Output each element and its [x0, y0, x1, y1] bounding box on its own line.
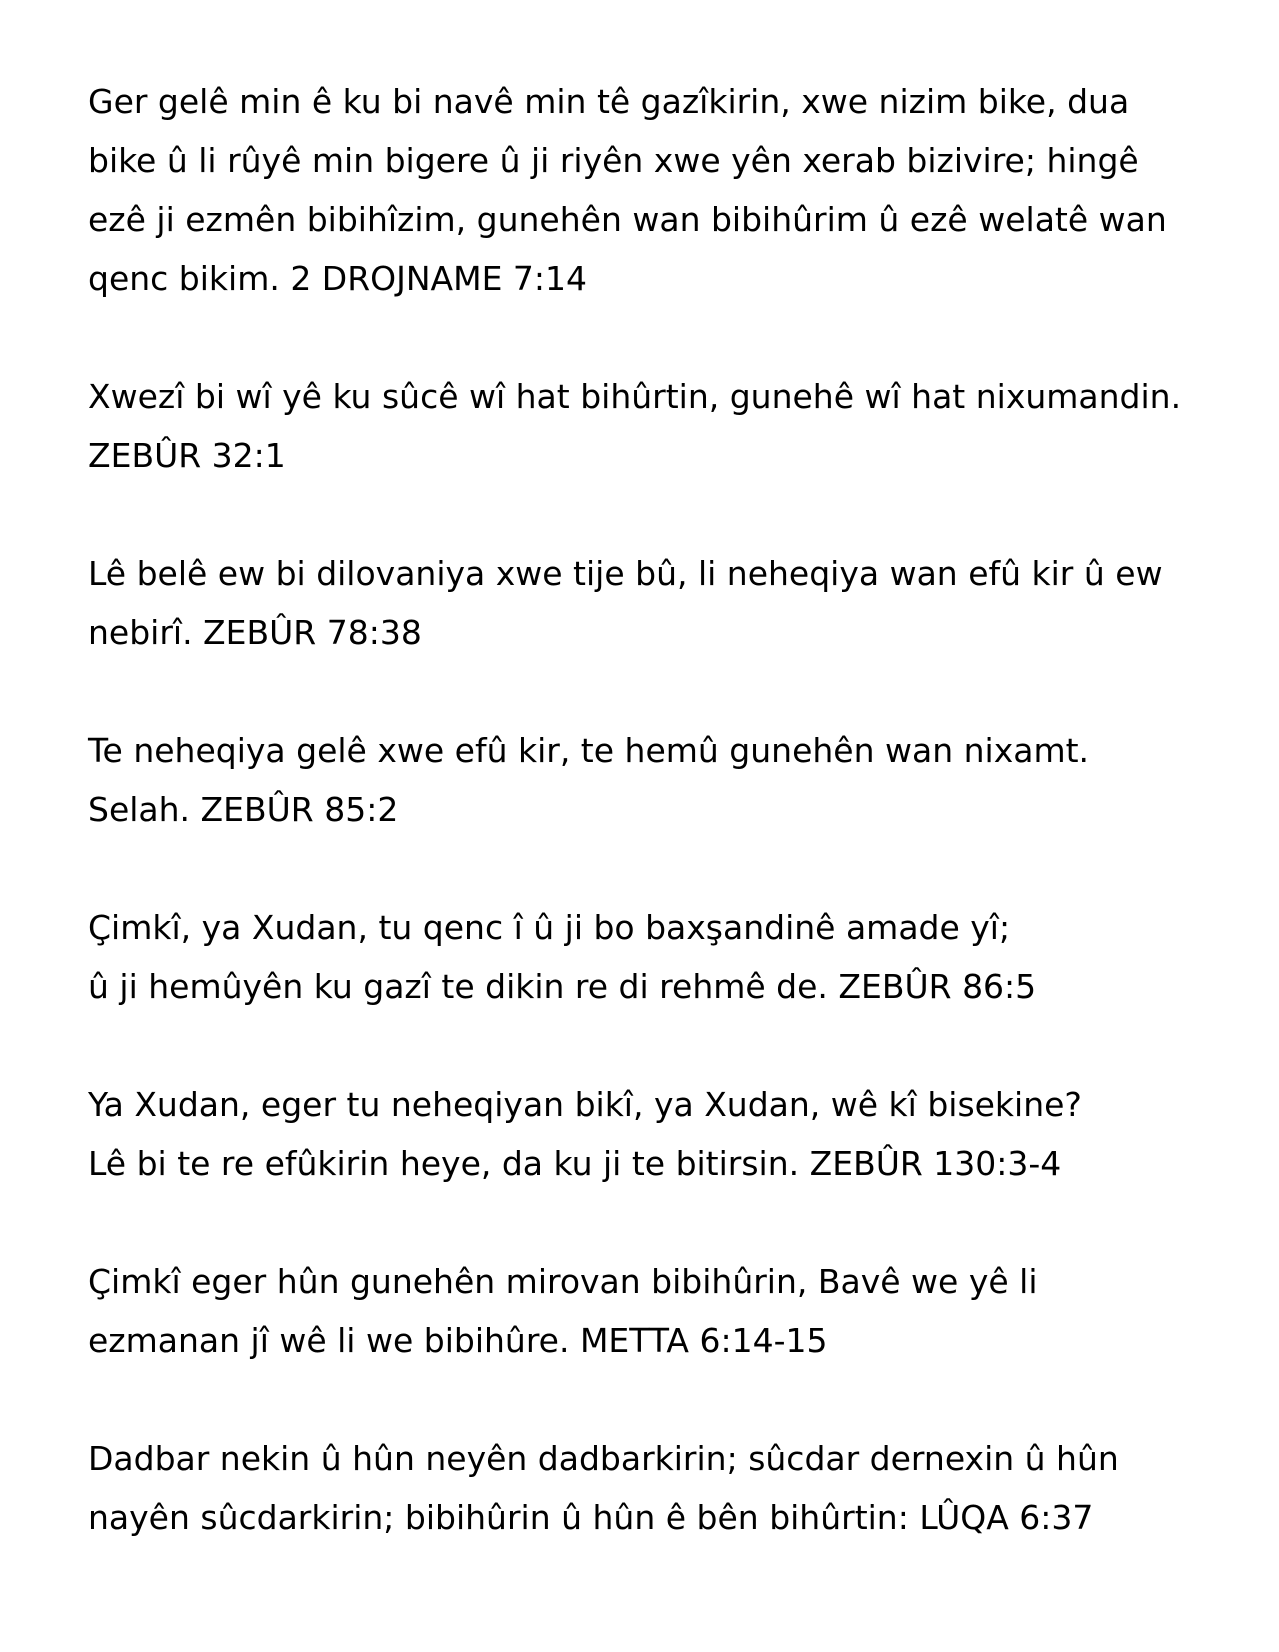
verse-paragraph	[88, 898, 1228, 1016]
verse-line: ezmanan jî wê li we bibihûre. METTA 6:14-15	[88, 1321, 828, 1360]
verse-line: û ji hemûyên ku gazî te dikin re di rehmê de. ZEBÛR 86:5	[88, 967, 1037, 1006]
verse-paragraph	[88, 1429, 1228, 1547]
verse-line: Selah. ZEBÛR 85:2	[88, 790, 399, 829]
verse-line: Çimkî eger hûn gunehên mirovan bibihûrin, Bavê we yê li	[88, 1262, 1038, 1301]
verse-line: Çimkî, ya Xudan, tu qenc î û ji bo baxşandinê amade yî;	[88, 908, 1011, 947]
verse-paragraph	[88, 367, 1228, 485]
verse-line: qenc bikim. 2 DROJNAME 7:14	[88, 259, 588, 298]
verse-line: Ya Xudan, eger tu neheqiyan bikî, ya Xudan, wê kî bisekine?	[88, 1085, 1082, 1124]
document-page	[88, 72, 1228, 1547]
verse-line: bike û li rûyê min bigere û ji riyên xwe yên xerab bizivire; hingê	[88, 141, 1139, 180]
verse-line: nebirî. ZEBÛR 78:38	[88, 613, 422, 652]
verse-line: Lê bi te re efûkirin heye, da ku ji te bitirsin. ZEBÛR 130:3-4	[88, 1144, 1062, 1183]
verse-paragraph	[88, 721, 1228, 839]
verse-paragraph	[88, 1075, 1228, 1193]
verse-line: ezê ji ezmên bibihîzim, gunehên wan bibihûrim û ezê welatê wan	[88, 200, 1167, 239]
verse-line: Te neheqiya gelê xwe efû kir, te hemû gunehên wan nixamt.	[88, 731, 1090, 770]
verse-paragraph	[88, 72, 1228, 308]
verse-line: Lê belê ew bi dilovaniya xwe tije bû, li neheqiya wan efû kir û ew	[88, 554, 1163, 593]
verse-line: ZEBÛR 32:1	[88, 436, 286, 475]
verse-line: Ger gelê min ê ku bi navê min tê gazîkirin, xwe nizim bike, dua	[88, 82, 1130, 121]
verse-line: Xwezî bi wî yê ku sûcê wî hat bihûrtin, gunehê wî hat nixumandin.	[88, 377, 1182, 416]
verse-line: nayên sûcdarkirin; bibihûrin û hûn ê bên bihûrtin: LÛQA 6:37	[88, 1498, 1094, 1537]
verse-paragraph	[88, 1252, 1228, 1370]
verse-paragraph	[88, 544, 1228, 662]
verse-line: Dadbar nekin û hûn neyên dadbarkirin; sûcdar dernexin û hûn	[88, 1439, 1119, 1478]
